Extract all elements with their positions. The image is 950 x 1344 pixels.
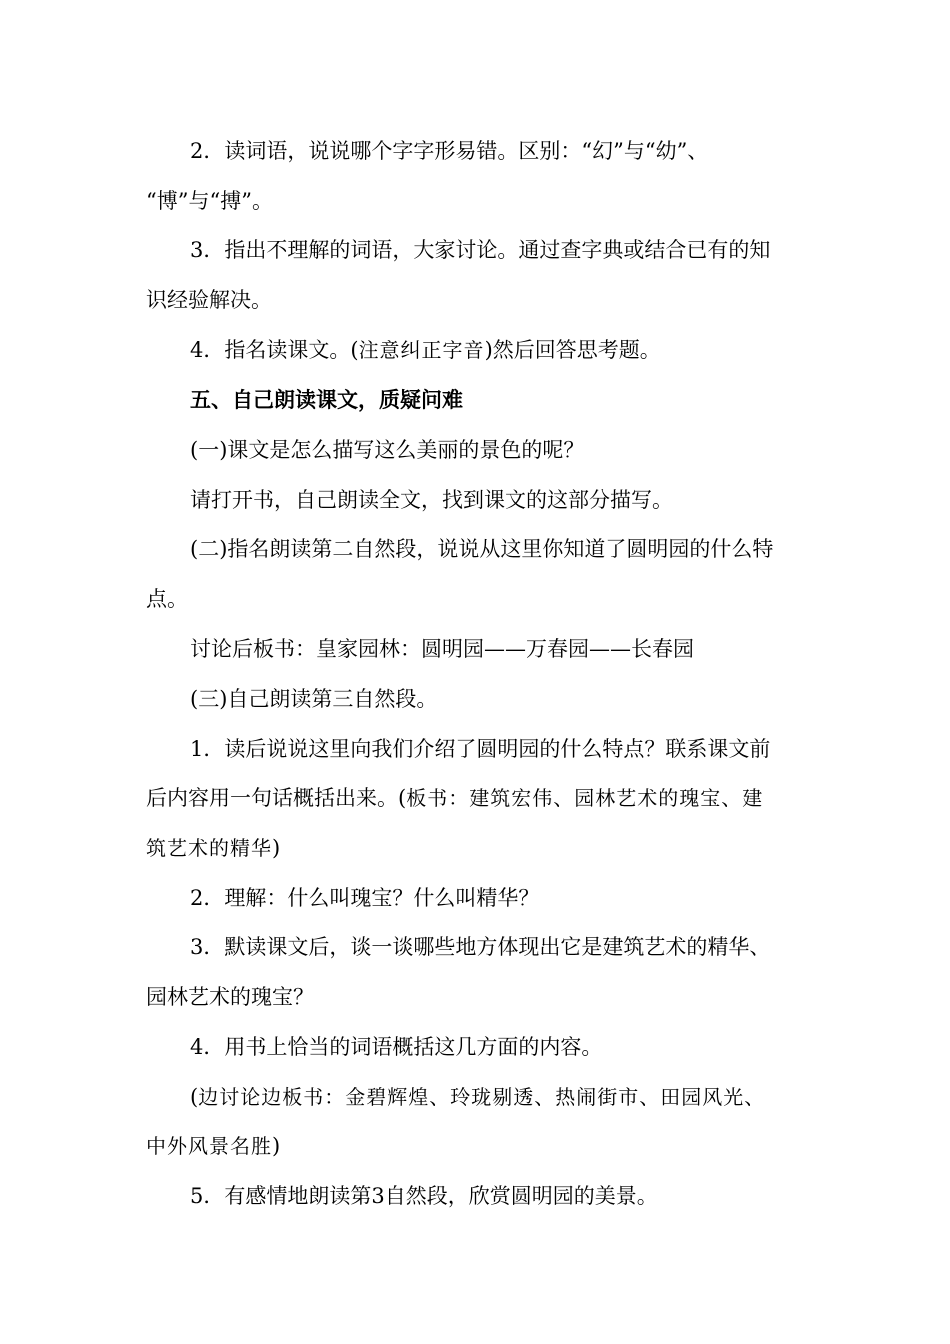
- text-run: 4．指名读课文。(: [190, 338, 359, 362]
- text-run: 3．指出不理解的词语，大家讨论。通过查字典或结合已有的知: [190, 238, 771, 262]
- paragraph-line: [190, 136, 708, 166]
- text-run: 园林艺术的瑰宝？: [146, 985, 314, 1009]
- paragraph-line: [190, 534, 773, 564]
- annotation-text: 中外风景名胜: [146, 1134, 272, 1158]
- heading-text: 五、自己朗读课文，质疑问难: [190, 387, 463, 412]
- paragraph-line: [146, 833, 280, 863]
- paragraph-line: [190, 235, 770, 265]
- text-run: 3: [371, 1184, 385, 1208]
- text-run: 讨论后板书：皇家园林：圆明园——万春园——长春园: [190, 637, 694, 661]
- text-run: 3．默读课文后，谈一谈哪些地方体现出它是建筑艺术的精华、: [190, 935, 771, 959]
- text-run: (二)指名朗读第二自然段，说说从这里你知道了圆明园的什么特: [190, 537, 774, 561]
- text-run: 自然段，欣赏圆明园的美景。: [384, 1184, 658, 1208]
- text-run: 后内容用一句话概括出来。(: [146, 786, 407, 810]
- paragraph-line: [190, 1032, 602, 1062]
- text-run: 1．读后说说这里向我们介绍了圆明园的什么特点？联系课文前: [190, 737, 771, 761]
- paragraph-line: [190, 734, 770, 764]
- text-run: ): [272, 1134, 281, 1158]
- text-run: 4．用书上恰当的词语概括这几方面的内容。: [190, 1035, 603, 1059]
- text-run: 2．读词语，说说哪个字字形易错。区别：“幻”与“幼”、: [190, 139, 709, 163]
- paragraph-line: [190, 1181, 658, 1211]
- paragraph-line: [190, 634, 694, 664]
- text-run: 识经验解决。: [146, 288, 272, 312]
- paragraph-line: [190, 932, 770, 962]
- annotation-text: 注意纠正字音: [358, 338, 485, 362]
- section-heading: [190, 385, 463, 415]
- paragraph-line: [190, 435, 584, 465]
- text-run: ): [272, 836, 281, 860]
- text-run: 点。: [146, 587, 188, 611]
- text-run: )然后回答思考题。: [484, 338, 661, 362]
- paragraph-line: [146, 186, 273, 216]
- paragraph-line: [190, 335, 661, 365]
- paragraph-line: [146, 285, 272, 315]
- paragraph-line: [146, 584, 188, 614]
- paragraph-line: [146, 1131, 280, 1161]
- text-run: 2．理解：什么叫瑰宝？什么叫精华？: [190, 886, 540, 910]
- text-run: (: [190, 1085, 199, 1109]
- annotation-text: 板书：建筑宏伟、园林艺术的瑰宝、建: [406, 786, 764, 810]
- paragraph-line: [146, 982, 314, 1012]
- paragraph-line: [190, 1082, 765, 1112]
- annotation-text: 边讨论边板书：金碧辉煌、玲珑剔透、热闹街市、田园风光、: [198, 1085, 766, 1109]
- paragraph-line: [146, 783, 763, 813]
- text-run: 请打开书，自己朗读全文，找到课文的这部分描写。: [190, 488, 673, 512]
- paragraph-line: [190, 485, 673, 515]
- annotation-text: 筑艺术的精华: [146, 836, 272, 860]
- text-run: “博”与“搏”。: [146, 189, 273, 213]
- text-run: (一)课文是怎么描写这么美丽的景色的呢？: [190, 438, 585, 462]
- text-run: (三)自己朗读第三自然段。: [190, 687, 438, 711]
- text-run: 5．有感情地朗读第: [190, 1184, 372, 1208]
- paragraph-line: [190, 684, 437, 714]
- paragraph-line: [190, 883, 539, 913]
